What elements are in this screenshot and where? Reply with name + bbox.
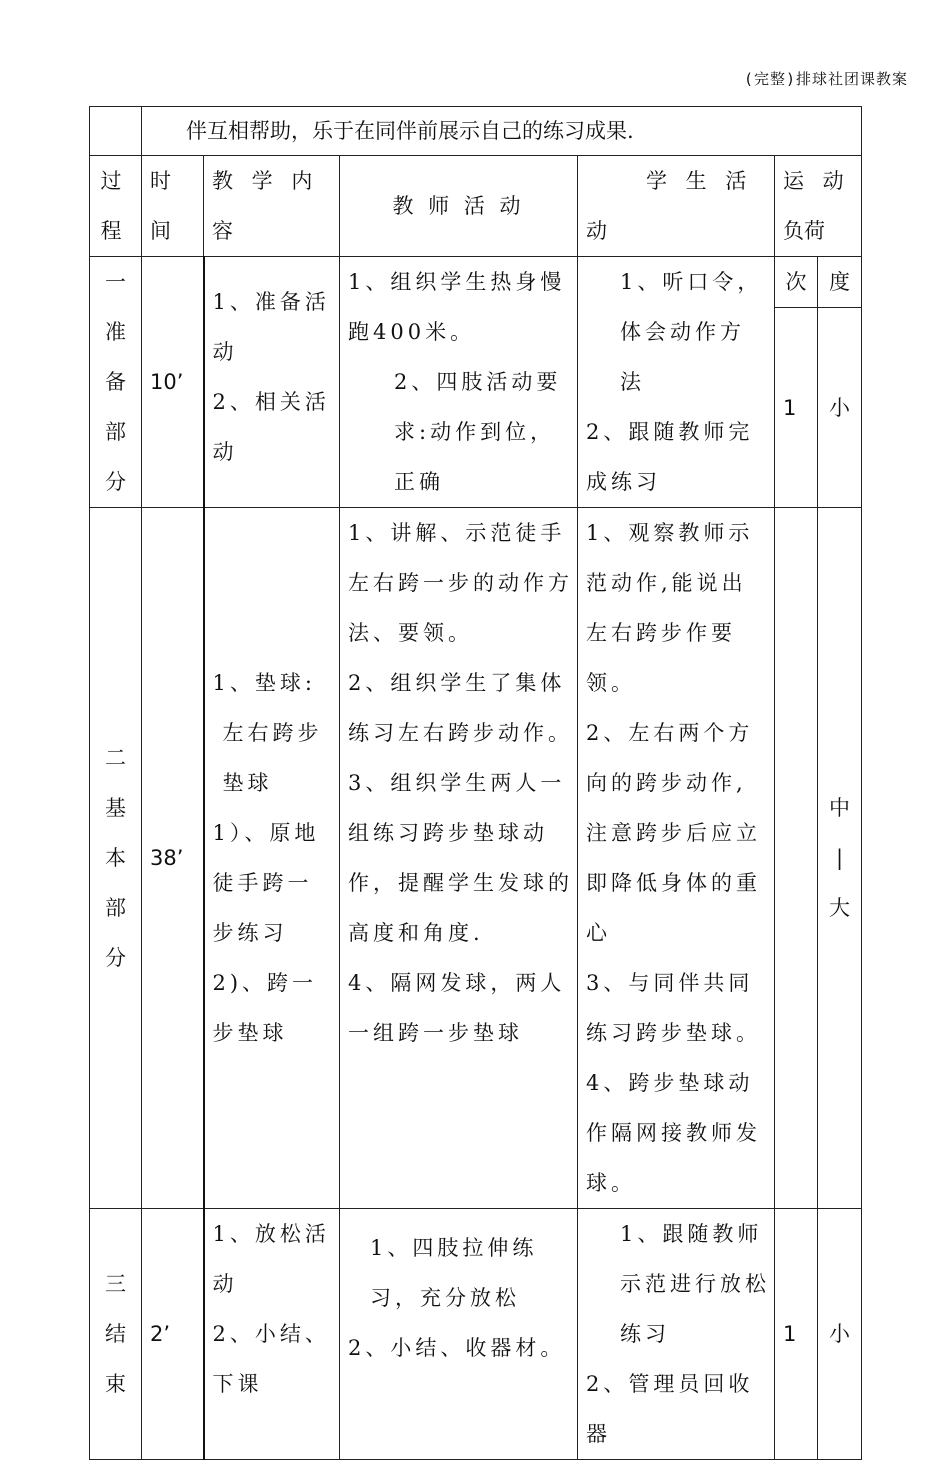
teacher-3-item: 2、小结、收器材。 <box>348 1336 566 1360</box>
stage-3-char: 束 <box>105 1372 126 1396</box>
content-2-item: 左右跨步垫球 <box>222 721 323 795</box>
teacher-2 <box>340 508 578 1209</box>
header-time-2: 间 <box>150 219 180 243</box>
time-3: 2’ <box>142 1209 204 1460</box>
content-2-item: 1）、原地徒手跨一步练习 <box>212 821 320 945</box>
teacher-2-item: 1、讲解、示范徒手左右跨一步的动作方法、要领。 <box>348 521 573 645</box>
teacher-2-item: 3、组织学生两人一组练习跨步垫球动作，提醒学生发球的高度和角度. <box>348 771 573 945</box>
intro-row <box>90 107 862 156</box>
stage-2-char: 分 <box>105 946 126 970</box>
header-load <box>775 156 862 257</box>
stage-1-char: 准 <box>105 320 126 344</box>
stage-3-char: 三 <box>105 1272 126 1296</box>
degree-2-part: 中 <box>829 796 851 820</box>
count-2 <box>775 508 818 1209</box>
teacher-1 <box>340 257 578 508</box>
header-load-1: 运 动 <box>783 169 850 193</box>
header-load-2: 负荷 <box>783 219 825 243</box>
content-2-item: 1、垫球: <box>212 671 316 695</box>
content-1-item: 2、相关活动 <box>212 390 330 464</box>
teacher-3 <box>340 1209 578 1460</box>
header-process-1: 过 <box>100 169 131 193</box>
degree-3: 小 <box>818 1209 862 1460</box>
intro-blank-cell <box>90 107 142 156</box>
student-3-item: 2、管理员回收器 <box>586 1372 754 1446</box>
student-3-item: 1、跟随教师示范进行放松练习 <box>620 1222 770 1346</box>
count-1: 1 <box>775 308 818 508</box>
stage-1-char: 一 <box>105 270 126 294</box>
header-time <box>142 156 204 257</box>
header-student-2: 动 <box>586 219 607 243</box>
stage-1-char: 部 <box>105 420 126 444</box>
header-process-2: 程 <box>100 219 131 243</box>
teacher-3-item: 1、四肢拉伸练习，充分放松 <box>370 1236 538 1310</box>
student-1 <box>578 257 775 508</box>
stage-1 <box>90 257 142 508</box>
stage-2-char: 本 <box>105 846 126 870</box>
stage-2-char: 二 <box>105 746 126 770</box>
student-1-item: 1、听口令，体会动作方法 <box>620 270 763 394</box>
content-3-item: 2、小结、下课 <box>212 1322 330 1396</box>
student-1-item: 2、跟随教师完成练习 <box>586 420 754 494</box>
header-row <box>90 156 862 257</box>
content-1 <box>204 257 340 508</box>
stage-2 <box>90 508 142 1209</box>
time-2: 38’ <box>142 508 204 1209</box>
teacher-2-item: 4、隔网发球，两人一组跨一步垫球 <box>348 971 566 1045</box>
header-student <box>578 156 775 257</box>
degree-1: 小 <box>818 308 862 508</box>
degree-2-part: | <box>835 846 844 870</box>
stage-row-1 <box>90 257 862 308</box>
stage-1-char: 分 <box>105 470 126 494</box>
teacher-2-item: 2、组织学生了集体练习左右跨步动作。 <box>348 671 573 745</box>
intro-text: 伴互相帮助，乐于在同伴前展示自己的练习成果. <box>142 107 862 156</box>
content-3 <box>204 1209 340 1460</box>
student-2-item: 1、观察教师示范动作,能说出左右跨步作要领。 <box>586 521 754 695</box>
student-2-item: 3、与同伴共同练习跨步垫球。 <box>586 971 761 1045</box>
header-process <box>90 156 142 257</box>
content-1-item: 1、准备活动 <box>212 290 330 364</box>
teacher-1-item: 1、组织学生热身慢跑400米。 <box>348 270 566 344</box>
student-2-item: 4、跨步垫球动作隔网接教师发球。 <box>586 1071 761 1195</box>
header-time-1: 时 <box>150 169 180 193</box>
header-content-2: 容 <box>212 219 233 243</box>
header-student-1: 学 生 活 <box>646 169 753 193</box>
time-1: 10’ <box>142 257 204 508</box>
stage-3 <box>90 1209 142 1460</box>
header-note: (完整)排球社团课教案 <box>743 70 908 88</box>
content-2-item: 2)、跨一步垫球 <box>212 971 318 1045</box>
stage-2-char: 基 <box>105 796 126 820</box>
student-3 <box>578 1209 775 1460</box>
stage-3-char: 结 <box>105 1322 126 1346</box>
stage-2-char: 部 <box>105 896 126 920</box>
stage-1-char: 备 <box>105 370 126 394</box>
content-3-item: 1、放松活动 <box>212 1222 330 1296</box>
stage-row-2 <box>90 508 862 1209</box>
header-degree: 度 <box>818 257 862 308</box>
header-count: 次 <box>775 257 818 308</box>
student-2-item: 2、左右两个方向的跨步动作,注意跨步后应立即降低身体的重心 <box>586 721 761 945</box>
count-3: 1 <box>775 1209 818 1460</box>
content-2 <box>204 508 340 1209</box>
degree-2-part: 大 <box>829 896 851 920</box>
degree-2 <box>818 508 862 1209</box>
header-content-1: 教 学 内 <box>212 169 319 193</box>
lesson-plan-table <box>89 106 862 1460</box>
header-teacher: 教 师 活 动 <box>340 156 578 257</box>
student-2 <box>578 508 775 1209</box>
stage-row-3 <box>90 1209 862 1460</box>
teacher-1-item: 2、四肢活动要求:动作到位，正确 <box>394 370 562 494</box>
header-content <box>204 156 340 257</box>
